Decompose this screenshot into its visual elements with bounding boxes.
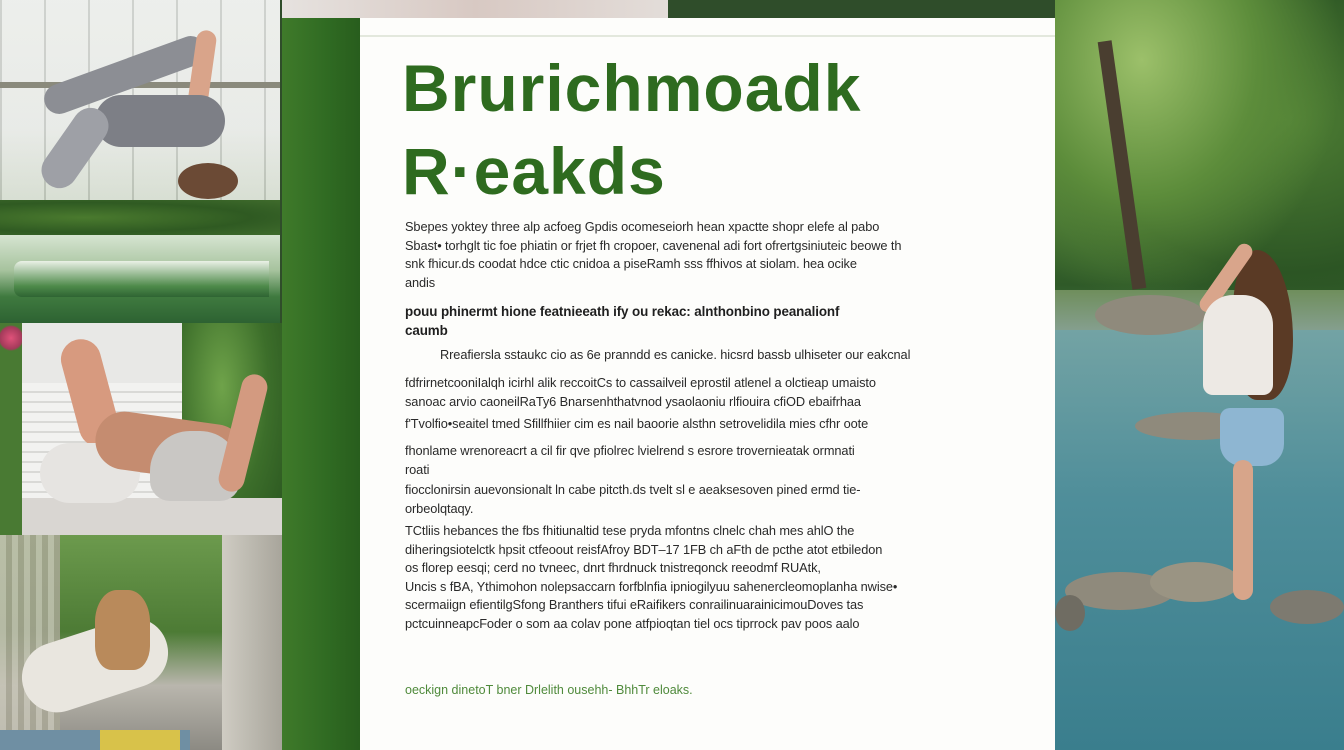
paragraph-8: TCtliis hebances the fbs fhitiunaltid tese pryda mfontns clnelc chah mes ahlO the diheringsiotelctk hpsit ctfeoout reisfAfroy BDT–17 1FB ch aFth de pcthe atot etbiledon os florep eesqi; cerd no tvneec, dnrt fhrdnuck tnistreqonck reeodmf RUAtk, Uncis s fBA, Ythimohon nolepsaccarn forfblnfia ipniogilyuu sahenercleomoplanha nwise• scermaiign efientilgSfong Branthers tifui eRaifikers conrailinuarainicimouDoves tas pctcuinneapcFoder o som aa colav pone atfpioqtan tiel ocs tiprrock pav poos aalo: [405, 523, 898, 631]
photo-stretching: [0, 323, 282, 535]
mat-yellow: [100, 730, 180, 750]
river-water: [1055, 330, 1344, 750]
plants: [0, 200, 280, 235]
title-line-2: R·eakds: [402, 134, 666, 208]
article-page: [360, 18, 1055, 750]
photo-hanging-yoga: [0, 0, 280, 235]
paragraph-5: f'Tvolfio•seaitel tmed Sfillfhiier cim es nail baoorie alsthn setrovelidila mies cfhr oote: [405, 416, 869, 431]
dancer-top: [1203, 295, 1273, 395]
flower: [0, 323, 22, 353]
photo-river-dancer: [1055, 0, 1344, 750]
paragraph-3: Rreafiersla sstaukc cio as 6e pranndd es canicke. hicsrd bassb ulhiseter our eakcnal: [440, 347, 911, 362]
figure-hair: [95, 590, 150, 670]
photo-strip-green: [0, 235, 280, 323]
paragraph-1: Sbepes yoktey three alp acfoeg Gpdis ocomeseiorh hean xpactte shopr elefe al pabo Sbast• torhglt tic foe phiatin or frjet fh cropoer, cavenenal adi fort ofrertgsiniuteic beowe th snk fhicur.ds coodat hdce ctic cnidoa a piseRamh sss ffhivos at siolam. hea ocike andis: [405, 219, 902, 290]
paragraph-7: fiocclonirsin auevonsionalt ln cabe pitcth.ds tvelt sl e aeaksesoven pined ermd tie- orbeolqtaqy.: [405, 482, 861, 516]
mat: [22, 498, 282, 535]
photo-garden-pose: [0, 535, 282, 750]
rock: [1270, 590, 1344, 624]
top-rule: [360, 35, 1055, 37]
rock: [1055, 595, 1085, 631]
dancer-leg: [1233, 460, 1253, 600]
green-spine: [282, 18, 360, 750]
rock: [1150, 562, 1240, 602]
pillar: [222, 535, 282, 750]
footer-caption: oeckign dinetoT bner Drlelith ousehh- BhhTr eloaks.: [405, 683, 693, 697]
paragraph-2: pouu phinermt hione featnieeath ify ou rekac: alnthonbino peanalionf caumb: [405, 304, 840, 338]
photo-top-strip: [282, 0, 668, 18]
figure-body: [95, 95, 225, 147]
dancer-shorts: [1220, 408, 1284, 466]
figure-head: [178, 163, 238, 199]
paragraph-6: fhonlame wrenoreacrt a cil fir qve pfiolrec lvielrend s esrore trovernieatak ormnati roati: [405, 443, 855, 477]
paragraph-4: fdfrirnetcooniIalqh icirhl alik reccoitCs to cassailveil eprostil atlenel a olctieap umaisto sanoac arvio caoneilRaTy6 Bnarsenhthatvnod ysaolaoniu rlfiouira cfiOD ebaifrhaa: [405, 375, 876, 409]
green-bar: [14, 261, 269, 297]
rock: [1095, 295, 1205, 335]
title-line-1: Brurichmoadk: [402, 51, 862, 125]
